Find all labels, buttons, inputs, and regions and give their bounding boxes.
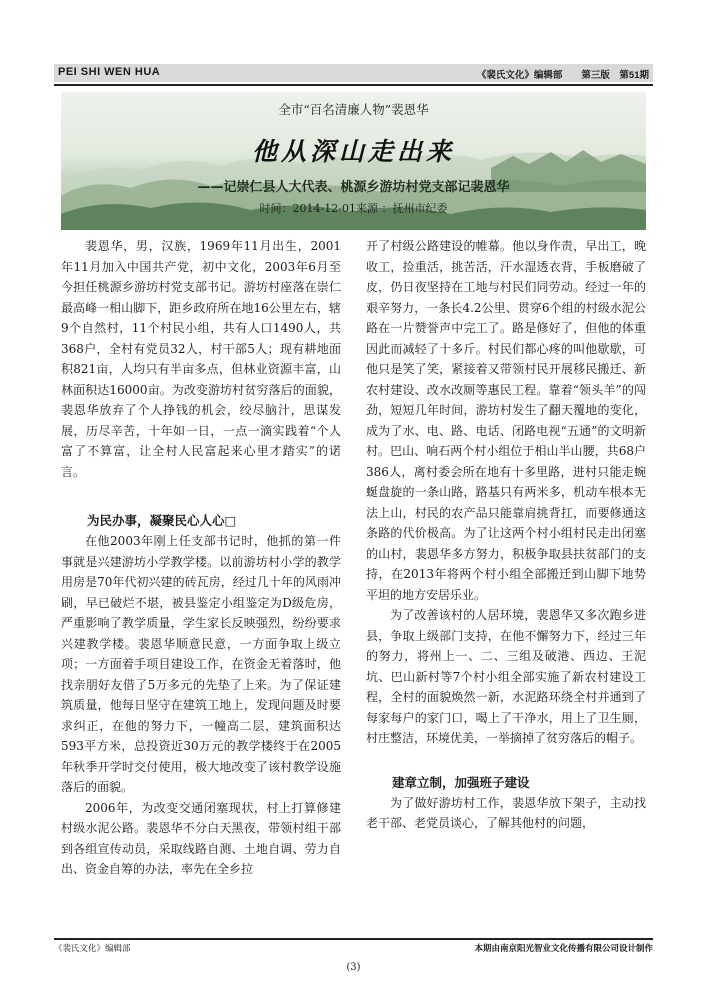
paragraph-team-building: 为了做好游坊村工作，裴恩华放下架子，主动找老干部、老党员谈心，了解其他村的问题， — [366, 795, 646, 830]
paragraph-road-building: 2006年，为改变交通闭塞现状，村上打算修建村级水泥公路。裴恩华不分白天黑夜，带领村组干部到各组宣传动员，采取线路自测、土地自调、劳力自出、资金自筹的办法，率先在全乡拉 — [61, 800, 341, 876]
right-column — [366, 236, 646, 834]
paragraph-road-continued: 开了村级公路建设的帷幕。他以身作责，早出工，晚收工，捡重活，挑苦活，汗水湿透衣背，手板磨破了皮，仍日夜坚持在工地与村民们同劳动。经过一年的艰辛努力，一条长4.2公里、贯穿6个组的村级水泥公路在一片赞誉声中完工了。路是修好了，但他的体重因此而减轻了十多斤。村民们都心疼的叫他歇歇，可他只是笑了笑，紧接着又带领村民开展移民搬迁、新农村建设、改水改厕等惠民工程。靠着“领头羊”的闯劲，短短几年时间，游坊村发生了翻天覆地的变化，成为了水、电、路、电话、闭路电视“五通”的文明新村。巴山、响石两个村小组位于相山半山腰，共68户386人，离村委会所在地有十多里路，进村只能走蜿蜒盘旋的一条山路，路基只有两米多，机动车根本无法上山，村民的农产品只能靠肩挑背扛，而要修通这条路的代价极高。为了让这两个村小组村民走出闭塞的山村，裴恩华多方努力，积极争取县扶贫部门的支持，在2013年将两个村小组全部搬迁到山脚下地势平坦的地方安居乐业。 — [366, 239, 646, 602]
footer-credit: 本期由南京阳光智业文化传播有限公司设计制作 — [474, 944, 653, 954]
header-bar — [54, 64, 653, 82]
footer-rule — [54, 938, 653, 940]
paragraph-intro: 裴恩华，男，汉族，1969年11月出生，2001年11月加入中国共产党，初中文化，2003年6月至今担任桃源乡游坊村党支部书记。游坊村座落在崇仁最高峰一相山脚下，距乡政府所在地16公里左右，辖9个自然村，11个村民小组，共有人口1490人，共368户，全村有党员32人，村干部5人；现有耕地面积821亩，人均只有半亩多点，但林业资源丰富，山林面积达16000亩。为改变游坊村贫穷落后的面貌，裴恩华放弃了个人挣钱的机会，绞尽脑汁，思谋发展，历尽辛苦，十年如一日，一点一滴实践着“个人富了不算富，让全村人民富起来心里才踏实”的诺言。 — [61, 239, 341, 479]
header-publication-name: PEI SHI WEN HUA — [58, 66, 161, 78]
page-number: (3) — [346, 962, 361, 973]
article-meta: 时间：2014-12-01来源 ：抚州市纪委 — [259, 202, 448, 215]
paragraph-living-environment: 为了改善该村的人居环境，裴恩华又多次跑乡进县，争取上级部门支持，在他不懈努力下，经过三年的努力，将州上一、二、三组及破港、西边、王泥坑、巴山新村等7个村小组全部实施了新农村建设工程，全村的面貌焕然一新，水泥路环绕全村并通到了每家每户的家门口，喝上了干净水，用上了卫生厕，村庄整洁，环境优美，一举摘掉了贫穷落后的帽子。 — [366, 608, 646, 745]
banner-subtitle: 全市“百名清廉人物”裴恩华 — [278, 102, 429, 117]
paragraph-school-building: 在他2003年刚上任支部书记时，他抓的第一件事就是兴建游坊小学教学楼。以前游坊村小学的教学用房是70年代初兴建的砖瓦房，经过几十年的风雨冲刷，早已破烂不堪，被县鉴定小组鉴定为D级危房，严重影响了教学质量，学生家长反映强烈，纷纷要求兴建教学楼。裴恩华顺意民意，一方面争取上级立项；一方面着手项目建设工作，在资金无着落时，他找亲朋好友借了5万多元的先垫了上来。为了保证建筑质量，他每日坚守在建筑工地上，发现问题及时要求纠正，在他的努力下，一幢高二层，建筑面积达593平方米，总投资近30万元的教学楼终于在2005年秋季开学时交付使用，极大地改变了该村教学设施落后的面貌。 — [61, 534, 341, 794]
header-issue-info: 《裴氏文化》编辑部 第三版 第51期 — [476, 70, 649, 81]
title-banner — [61, 92, 646, 230]
article-subheading: ——记崇仁县人大代表、桃源乡游坊村党支部记裴恩华 — [197, 180, 510, 195]
header-rule — [54, 84, 653, 86]
section-heading-2: 建章立制，加强班子建设 — [392, 774, 530, 790]
left-column — [61, 236, 341, 880]
section-heading-1: 为民办事，凝聚民心人心□ — [87, 513, 237, 528]
article-title: 他从深山走出来 — [251, 137, 455, 166]
footer-editorial: 《裴氏文化》编辑部 — [54, 944, 131, 954]
